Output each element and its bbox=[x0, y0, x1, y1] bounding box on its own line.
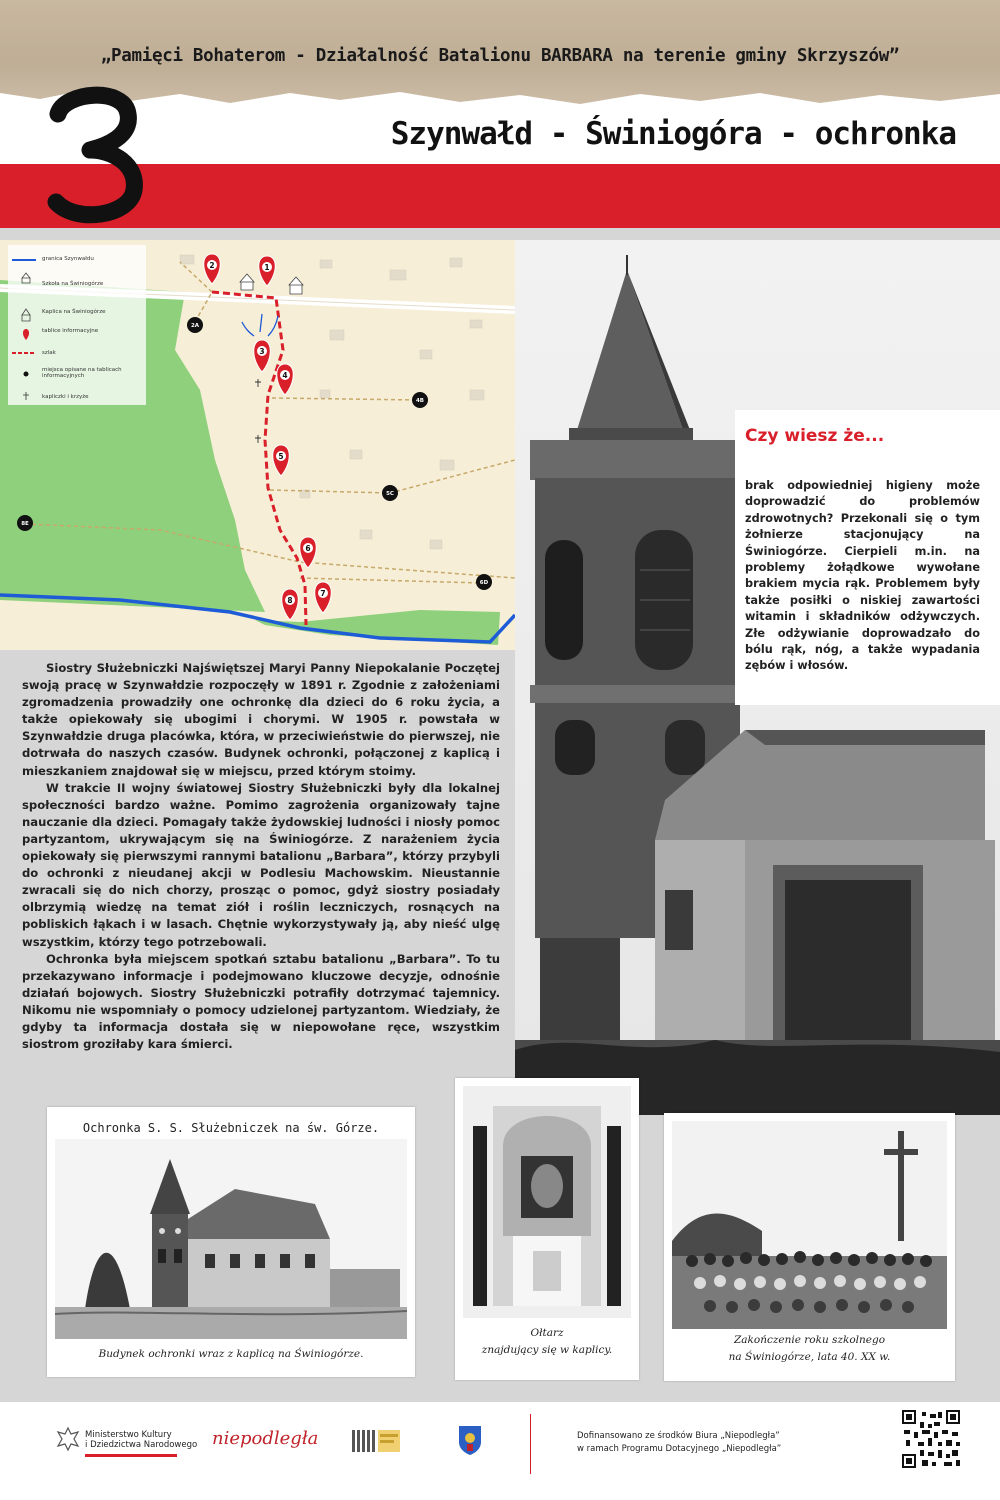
chapel-tower-photo bbox=[515, 240, 1000, 1115]
caption-orphanage: Budynek ochronki wraz z kaplicą na Świniogórze. bbox=[98, 1348, 364, 1360]
pin-4: 4 bbox=[282, 371, 288, 380]
pin-7: 7 bbox=[320, 589, 326, 598]
coat-of-arms-icon bbox=[457, 1424, 483, 1456]
panel-title: Szynwałd - Świniogóra - ochronka bbox=[390, 116, 956, 152]
ministry-logo-text bbox=[85, 1430, 197, 1450]
body-paragraph-3: Ochronka była miejscem spotkań sztabu batalionu „Barbara”. To tu przekazywano informacje i podejmowano kluczowe decyzje, odnośnie działań bojowych. Siostry Służebniczki potrafiły dotrzymać tajemnicy. Nikomu nie wspomniały o pomocy udzielonej partyzantom. Wiedziały, że gdyby ta informacja dostała się w niepowołane ręce, wszystkim siostrom groziłaby kara śmierci. bbox=[22, 951, 500, 1052]
title-band-red bbox=[0, 164, 1000, 228]
legend-label-school: Szkoła na Świniogórze bbox=[42, 281, 104, 287]
caption-altar-line1: Ołtarz bbox=[530, 1327, 564, 1339]
series-title: „Pamięci Bohaterom - Działalność Batalionu BARBARA na terenie gminy Skrzyszów” bbox=[100, 46, 900, 66]
pin-5: 5 bbox=[278, 452, 284, 461]
gap-band bbox=[0, 228, 1000, 240]
legend-label-border: granica Szynwałdu bbox=[42, 256, 94, 262]
panel-number-3 bbox=[46, 84, 146, 224]
svg-text:4B: 4B bbox=[415, 398, 425, 404]
pin-1: 1 bbox=[264, 263, 270, 272]
pin-8: 8 bbox=[287, 596, 293, 605]
funding-text bbox=[577, 1430, 781, 1456]
legend-label-pins: tablice informacyjne bbox=[42, 328, 99, 334]
svg-text:8E: 8E bbox=[21, 521, 29, 527]
funding-line-2: w ramach Programu Dotacyjnego „Niepodległa” bbox=[577, 1444, 782, 1454]
school-group-photo bbox=[672, 1121, 947, 1329]
caption-altar-line2: znajdujący się w kaplicy. bbox=[481, 1344, 613, 1356]
legend-label-trail: szlak bbox=[42, 350, 56, 356]
funding-line-1: Dofinansowano ze środków Biura „Niepodległa” bbox=[577, 1431, 780, 1441]
factbox-title: Czy wiesz że... bbox=[745, 426, 885, 446]
svg-text:6D: 6D bbox=[479, 580, 489, 586]
svg-text:5C: 5C bbox=[386, 491, 394, 497]
legend-label-crosses: kapliczki i krzyże bbox=[42, 394, 89, 400]
ministry-line-1: Ministerstwo Kultury bbox=[85, 1430, 172, 1440]
orphanage-photo bbox=[55, 1139, 407, 1339]
altar-photo bbox=[463, 1086, 631, 1318]
body-paragraph-2: W trakcie II wojny światowej Siostry Służebniczki były dla lokalnej społeczności bardzo ważne. Pomimo zagrożenia organizowały tajne nauczanie dla dzieci. Pomagały także żydowskiej ludności i niosły pomoc partyzantom, ukrywającym się na Świniogórze. Z narażeniem życia opiekowały się pierwszymi rannymi batalionu „Barbara”, którzy przybyli do ochronki z nieudanej akcji w Podlesiu Machowskim. Nieustannie zwracali się do nich chorzy, prosząc o pomoc, gdyż siostry posiadały olbrzymią wiedzę na temat ziół i roślin leczniczych, rosnących na pobliskich łąkach i w lasach. Chętnie wykorzystywały ją, aby nieść ulgę wszystkim, którzy tego potrzebowali. bbox=[22, 780, 500, 949]
legend-label-places: miejsca opisane na tablicach informacyjnych bbox=[42, 367, 122, 379]
footer bbox=[0, 1402, 1000, 1500]
postcard-inner-title: Ochronka S. S. Służebniczek na św. Górze. bbox=[82, 1121, 380, 1135]
pin-2: 2 bbox=[209, 261, 215, 270]
postcard-orphanage bbox=[47, 1107, 415, 1377]
pin-6: 6 bbox=[305, 544, 311, 553]
factbox-text: brak odpowiedniej higieny może doprowadzić do problemów zdrowotnych? Przekonali się o tym żołnierze stacjonujący na Świniogórze. Cierpieli m.in. na problemy żołądkowe wywołane brakiem mycia rąk. Problemem były także posiłki o niskiej zawartości witamin i składników odżywczych. Złe odżywianie doprowadzało do bólu rąk, nóg, a także wypadania zębów i włosów. bbox=[745, 479, 980, 673]
body-text bbox=[22, 660, 500, 1053]
qr-code-icon[interactable] bbox=[902, 1410, 960, 1468]
pin-3: 3 bbox=[259, 347, 265, 356]
legend-label-chapel: Kaplica na Świniogórze bbox=[42, 309, 106, 315]
library-logo-icon bbox=[352, 1424, 402, 1456]
ministry-line-2: i Dziedzictwa Narodowego bbox=[85, 1440, 198, 1450]
body-paragraph-1: Siostry Służebniczki Najświętszej Maryi Panny Niepokalanie Poczętej swoją pracę w Szynwałdzie rozpoczęły w 1891 r. Zgodnie z założeniami zgromadzenia prowadziły one ochronkę dla dzieci do 6 roku życia, a także opiekowały się ubogimi i chorymi. W 1905 r. powstała w Szynwałdzie druga placówka, która, w przeciwieństwie do pierwszej, nie dotrwała do naszych czasów. Budynek ochronki, połączonej z kaplicą i mieszkaniem znajdował się w miejscu, przed którym stoimy. bbox=[22, 661, 500, 778]
svg-text:2A: 2A bbox=[190, 323, 200, 329]
postcard-altar bbox=[455, 1078, 639, 1380]
footer-divider bbox=[530, 1414, 531, 1474]
postcard-school-year-end bbox=[664, 1113, 955, 1381]
eagle-emblem-icon bbox=[56, 1426, 80, 1452]
ministry-underline bbox=[85, 1454, 177, 1457]
caption-school-line2: na Świniogórze, lata 40. XX w. bbox=[728, 1351, 891, 1363]
caption-school-line1: Zakończenie roku szkolnego bbox=[733, 1334, 886, 1346]
niepodlegla-logo: niepodległa bbox=[212, 1428, 319, 1449]
trail-map bbox=[0, 240, 515, 650]
